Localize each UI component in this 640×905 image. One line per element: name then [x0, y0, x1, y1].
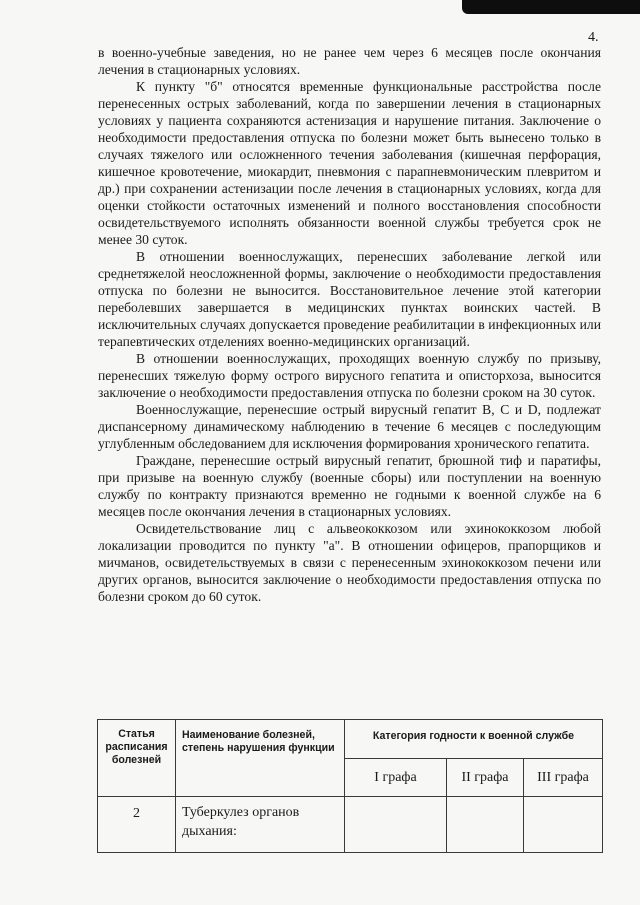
- scan-edge-mark: [462, 0, 640, 14]
- header-column-3: III графа: [524, 759, 603, 797]
- header-column-2: II графа: [447, 759, 524, 797]
- row-article-number: 2: [98, 797, 176, 853]
- paragraph-citizens: Граждане, перенесшие острый вирусный гепатит, брюшной тиф и паратифы, при призыве на военную службу (военные сборы) или поступлении на военную службу по контракту признаются временно не годными к военной службе на 6 месяцев после окончания лечения в стационарных условиях.: [98, 453, 601, 519]
- header-fitness-category: Категория годности к военной службе: [345, 720, 603, 759]
- document-body: [98, 44, 601, 605]
- fitness-table: [97, 719, 603, 853]
- paragraph-conscripts: В отношении военнослужащих, проходящих военную службу по призыву, перенесших тяжелую форму острого вирусного гепатита и описторхоза, выносится заключение о необходимости предоставления отпуска по болезни сроком на 30 суток.: [98, 351, 601, 400]
- row-grade-2: [447, 797, 524, 853]
- table-header-row: [98, 720, 603, 759]
- paragraph-echinococcosis: Освидетельствование лиц с альвеококкозом или эхинококкозом любой локализации проводится по пункту "а". В отношении офицеров, прапорщиков и мичманов, освидетельствуемых в связи с перенесенным эхинококкозом печени или других органов, выносится заключение о необходимости предоставления отпуска по болезни сроком до 60 суток.: [98, 521, 601, 604]
- header-column-1: I графа: [345, 759, 447, 797]
- paragraph-light-forms: В отношении военнослужащих, перенесших заболевание легкой или среднетяжелой неосложненной формы, заключение о необходимости предоставления отпуска по болезни не выносится. Восстановительное лечение этой категории переболевших завершается в медицинских пунктах воинских частей. В исключительных случаях допускается проведение реабилитации в инфекционных или терапевтических отделениях военно-медицинских организаций.: [98, 249, 601, 349]
- paragraph-item-b: К пункту "б" относятся временные функциональные расстройства после перенесенных острых заболеваний, когда по завершении лечения в стационарных условиях у пациента сохраняются астенизация и нарушение питания. Заключение о необходимости предоставления отпуска по болезни может быть вынесено только в случаях тяжелого или осложненного течения заболевания (кишечная перфорация, кишечное кровотечение, миокардит, пневмония с парапневмоническим плевритом и др.) при сохранении астенизации после лечения в стационарных условиях, когда для оценки стойкости остаточных изменений и полного восстановления способности освидетельствуемого исполнять обязанности военной службы требуется срок не менее 30 суток.: [98, 79, 601, 247]
- header-article: Статья расписания болезней: [98, 720, 176, 797]
- table-row: [98, 797, 603, 853]
- paragraph-continuation: в военно-учебные заведения, но не ранее чем через 6 месяцев после окончания лечения в стационарных условиях.: [98, 45, 601, 77]
- row-grade-1: [345, 797, 447, 853]
- page-number: 4.: [588, 30, 599, 45]
- header-disease-name: Наименование болезней, степень нарушения функции: [176, 720, 345, 797]
- row-disease-name: Туберкулез органов дыхания:: [176, 797, 345, 853]
- paragraph-hepatitis-observation: Военнослужащие, перенесшие острый вирусный гепатит B, C и D, подлежат диспансерному динамическому наблюдению в течение 6 месяцев с последующим углубленным обследованием для исключения формирования хронического гепатита.: [98, 402, 601, 451]
- row-grade-3: [524, 797, 603, 853]
